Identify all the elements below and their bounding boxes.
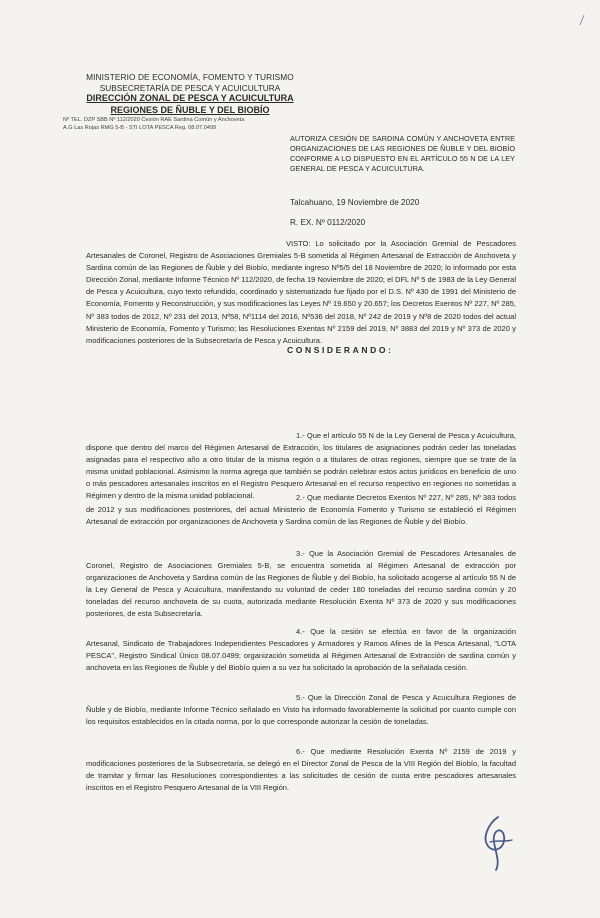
paragraph-4 [86,626,516,674]
ministry-name: MINISTERIO DE ECONOMÍA, FOMENTO Y TURISMO [86,72,294,82]
reference-line-2: A.G Las Rojas RMG 5-B - STI LOTA PESCA Reg. 08.07.0499 [63,124,217,131]
paragraph-3 [86,548,516,621]
visto-paragraph [86,238,516,347]
pen-mark-icon [578,14,586,26]
undersecretary-name: SUBSECRETARÍA DE PESCA Y ACUICULTURA [99,82,281,93]
resolution-number: R. EX. Nº 0112/2020 [290,218,366,227]
considerando-heading: CONSIDERANDO: [287,345,394,355]
paragraph-1-text: 1.- Que el artículo 55 N de la Ley General de Pesca y Acuicultura, dispone que dentro del marco del Régimen Artesanal de Extracción, los titulares de asignaciones podrán ceder las toneladas asignadas para el respectivo año a otro titular de la misma región o a titulares de otras regiones, siempre que se trate de la misma unidad poblacional. Asimismo la norma agrega que también se podrán celebrar estos actos jurídicos en beneficio de uno o más pescadores artesanales inscritos en el Registro Pesquero Artesanal en el recurso respectivo en regiones no sometidas a Régimen y dentro de la misma unidad poblacional. [86,431,516,501]
paragraph-5 [86,692,516,728]
signature-icon [470,812,520,872]
paragraph-6 [86,746,516,794]
paragraph-5-text: 5.- Que la Dirección Zonal de Pesca y Acuicultura Regiones de Ñuble y de Biobío, mediante Informe Técnico señalado en Visto ha informado favorablemente la solicitud por cuanto cumple con los requisitos establecidos en la citada norma, por lo que corresponde autorizar la cesión de toneladas. [86,693,516,727]
reference-line-1: Nº TEL. DZP SBB Nº 112/2020 Cesión RAE Sardina Común y Anchoveta [63,117,245,123]
reference-lines [55,117,325,132]
paragraph-2-text: 2.- Que mediante Decretos Exentos Nº 227, Nº 285, Nº 383 todos de 2012 y sus modificaciones posteriores, del actual Ministerio de Economía Fomento y Turismo se estableció el Régimen Artesanal de extracción por organizaciones de Anchoveta y Sardina común de las Regiones de Ñuble y del Biobío. [86,493,516,527]
paragraph-3-text: 3.- Que la Asociación Gremial de Pescadores Artesanales de Coronel, Registro de Asociaciones Gremiales 5-B, se encuentra sometida al Régimen Artesanal de extracción por organizaciones de Anchoveta y Sardina común de las Regiones de Ñuble y del Biobío, ha solicitado acogerse al artículo 55 N de la Ley General de Pesca y Acuicultura, manifestando su voluntad de ceder 180 toneladas del recurso sardina común y 20 toneladas del recurso anchoveta de su cuota, autorizada mediante Resolución Exenta Nº 373 de 2020 y sus modificaciones posteriores, de esta Subsecretaría. [86,549,516,619]
letterhead [55,72,325,132]
region-name: REGIONES DE ÑUBLE Y DEL BIOBÍO [110,104,270,115]
directorate-name: DIRECCIÓN ZONAL DE PESCA Y ACUICULTURA [86,93,294,103]
visto-text: VISTO: Lo solicitado por la Asociación Gremial de Pescadores Artesanales de Coronel, Registro de Asociaciones Gremiales 5-B sometida al Régimen Artesanal de Extracción de Anchoveta y Sardina común de las Regiones de Ñuble y del Biobío, mediante ingreso Nº5/5 del 18 Noviembre de 2020; lo informado por esta Dirección Zonal, mediante Informe Técnico Nº 112/2020, de fecha 19 Noviembre de 2020; el DFL Nº 5 de 1983 de la Ley General de Pesca y Acuicultura, cuyo texto refundido, coordinado y sistematizado fue fijado por el D.S. Nº 430 de 1991 del Ministerio de Economía, Fomento y Reconstrucción, y sus modificaciones las Leyes Nº 19.650 y 20.657; los Decretos Exentos Nº 227, Nº 285, Nº 383 todos de 2012, Nº 231 del 2013, Nº58, Nº1114 del 2016, Nº536 del 2018, Nº 242 de 2019 y Nº8 de 2020 todos del actual Ministerio de Economía, Fomento y Turismo; las Resoluciones Exentas Nº 2159 del 2019, Nº 3883 del 2019 y Nº 373 de 2020 y modificaciones posteriores de la Subsecretaría de Pesca y Acuicultura. [86,239,516,345]
resolution-date: Talcahuano, 19 Noviembre de 2020 [290,198,420,207]
resolution-subject: AUTORIZA CESIÓN DE SARDINA COMÚN Y ANCHOVETA ENTRE ORGANIZACIONES DE LAS REGIONES DE ÑUBLE Y DEL BIOBÍO CONFORME A LO DISPUESTO EN EL ARTÍCULO 55 N DE LA LEY GENERAL DE PESCA Y ACUICULTURA. [290,134,515,173]
paragraph-4-text: 4.- Que la cesión se efectúa en favor de la organización Artesanal, Sindicato de Trabajadores Independientes Pescadores y Armadores y Ramos Afines de la Pesca Artesanal, "LOTA PESCA", Registro Sindical Único 08.07.0499; organización sometida al Régimen Artesanal de Extracción de sardina común y anchoveta en las Regiones de Ñuble y del Biobío quien a su vez ha solicitado la aprobación de la señalada cesión. [86,627,516,673]
paragraph-6-text: 6.- Que mediante Resolución Exenta Nº 2159 de 2019 y modificaciones posteriores de la Subsecretaría, se delegó en el Director Zonal de Pesca de la VIII Región del Biobío, la facultad de tramitar y firmar las Resoluciones correspondientes a las solicitudes de cesión de cuota entre pescadores artesanales inscritos en el Registro Pesquero Artesanal de la VIII Región. [86,747,516,793]
paragraph-2 [86,492,516,528]
